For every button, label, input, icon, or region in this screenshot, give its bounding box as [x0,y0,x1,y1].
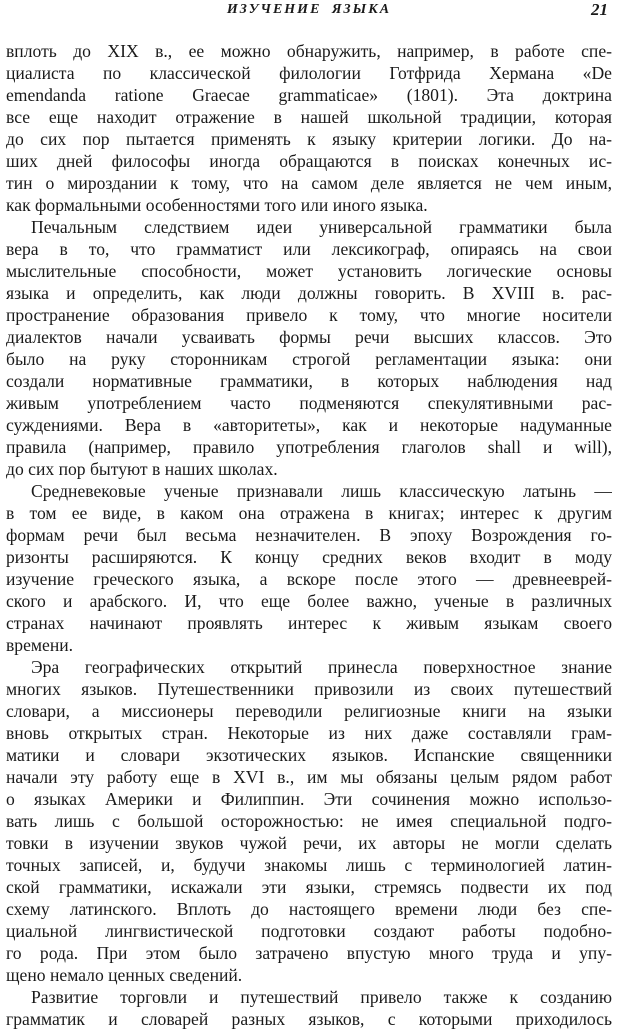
text-line: ших дней философы иногда обращаются в поисках конечных ис- [6,151,612,171]
text-line: диалектов начали усваивать формы речи высших классов. Это [6,327,612,347]
running-title: ИЗУЧЕНИЕ ЯЗЫКА [226,2,392,17]
text-line: формам речи был весьма незначителен. В эпоху Возрождения го- [6,525,612,545]
text-line: матики и словари экзотических языков. Испанские священники [6,745,612,765]
text-line: изучение греческого языка, а вскоре после этого — древнееврей- [6,569,612,589]
body-text [6,40,612,1030]
text-line: Развитие торговли и путешествий привело также к созданию [31,987,612,1007]
text-line: ризонты расширяются. К концу средних веков входит в моду [6,547,612,567]
text-line: было на руку сторонникам строгой регламентации языка: они [6,349,612,369]
text-line: вать лишь с большой осторожностью: не имея специальной подго- [6,811,612,831]
text-line: грамматик и словарей разных языков, с которыми приходилось [6,1009,612,1029]
text-line: правила (например, правило употребления глаголов shall и will), [6,437,612,457]
text-line: многих языков. Путешественники привозили из своих путешествий [6,679,612,699]
text-line: циальной лингвистической подготовки создают работы подобно- [6,921,612,941]
text-line: времени. [6,635,74,655]
text-line: вновь открытых стран. Некоторые из них даже составляли грам- [6,723,612,743]
text-line: вера в то, что грамматист или лексикограф, опираясь на свои [6,239,612,259]
text-line: тин о мироздании к тому, что на самом деле является не чем иным, [6,173,612,193]
text-line: странах начинают проявлять интерес к живым языкам своего [6,613,612,633]
text-line: языка и определить, как люди должны говорить. В XVIII в. рас- [6,283,612,303]
running-head [6,0,612,40]
paragraph [6,216,612,480]
text-line: в том ее виде, в каком она отражена в книгах; интерес к другим [6,503,612,523]
paragraph [6,480,612,656]
text-line: товки в изучении звуков чужой речи, их авторы не могли сделать [6,833,612,853]
text-line: все еще находит отражение в нашей школьной традиции, которая [6,107,612,127]
text-line: emendanda ratione Graecae grammaticae» (1801). Эта доктрина [6,85,612,105]
text-line: суждениями. Вера в «авторитеты», как и некоторые надуманные [6,415,612,435]
text-line: го рода. При этом было затрачено впустую много труда и упу- [6,943,612,963]
text-line: до сих пор бытуют в наших школах. [6,459,278,479]
text-line: словари, а миссионеры переводили религиозные книги на языки [6,701,612,721]
paragraph [6,656,612,986]
text-line: щено немало ценных сведений. [6,965,243,985]
text-line: Печальным следствием идеи универсальной грамматики была [31,217,612,237]
text-line: пространение образования привело к тому, что многие носители [6,305,612,325]
text-line: Средневековые ученые признавали лишь классическую латынь — [31,481,612,501]
text-line: о языках Америки и Филиппин. Эти сочинения можно использо- [6,789,612,809]
text-line: мыслительные способности, может установить логические основы [6,261,612,281]
paragraph [6,40,612,216]
text-line: циалиста по классической филологии Готфрида Хермана «De [6,63,612,83]
text-line: до сих пор пытается применять к языку критерии логики. До на- [6,129,612,149]
text-line: создали нормативные грамматики, в которых наблюдения над [6,371,612,391]
text-line: вплоть до XIX в., ее можно обнаружить, например, в работе спе- [6,41,612,61]
text-line: Эра географических открытий принесла поверхностное знание [31,657,612,677]
page-number: 21 [591,0,608,19]
text-line: схему латинского. Вплоть до настоящего времени люди без спе- [6,899,612,919]
text-line: живым употреблением часто подменяются спекулятивными рас- [6,393,612,413]
text-line: ского и арабского. И, что еще более важно, ученые в различных [6,591,612,611]
text-line: точных записей, и, будучи знакомы лишь с терминологией латин- [6,855,612,875]
text-line: ской грамматики, искажали эти языки, стремясь подвести их под [6,877,612,897]
paragraph [6,986,612,1030]
text-line: как формальными особенностями того или иного языка. [6,195,428,215]
text-line: начали эту работу еще в XVI в., им мы обязаны целым рядом работ [6,767,612,787]
